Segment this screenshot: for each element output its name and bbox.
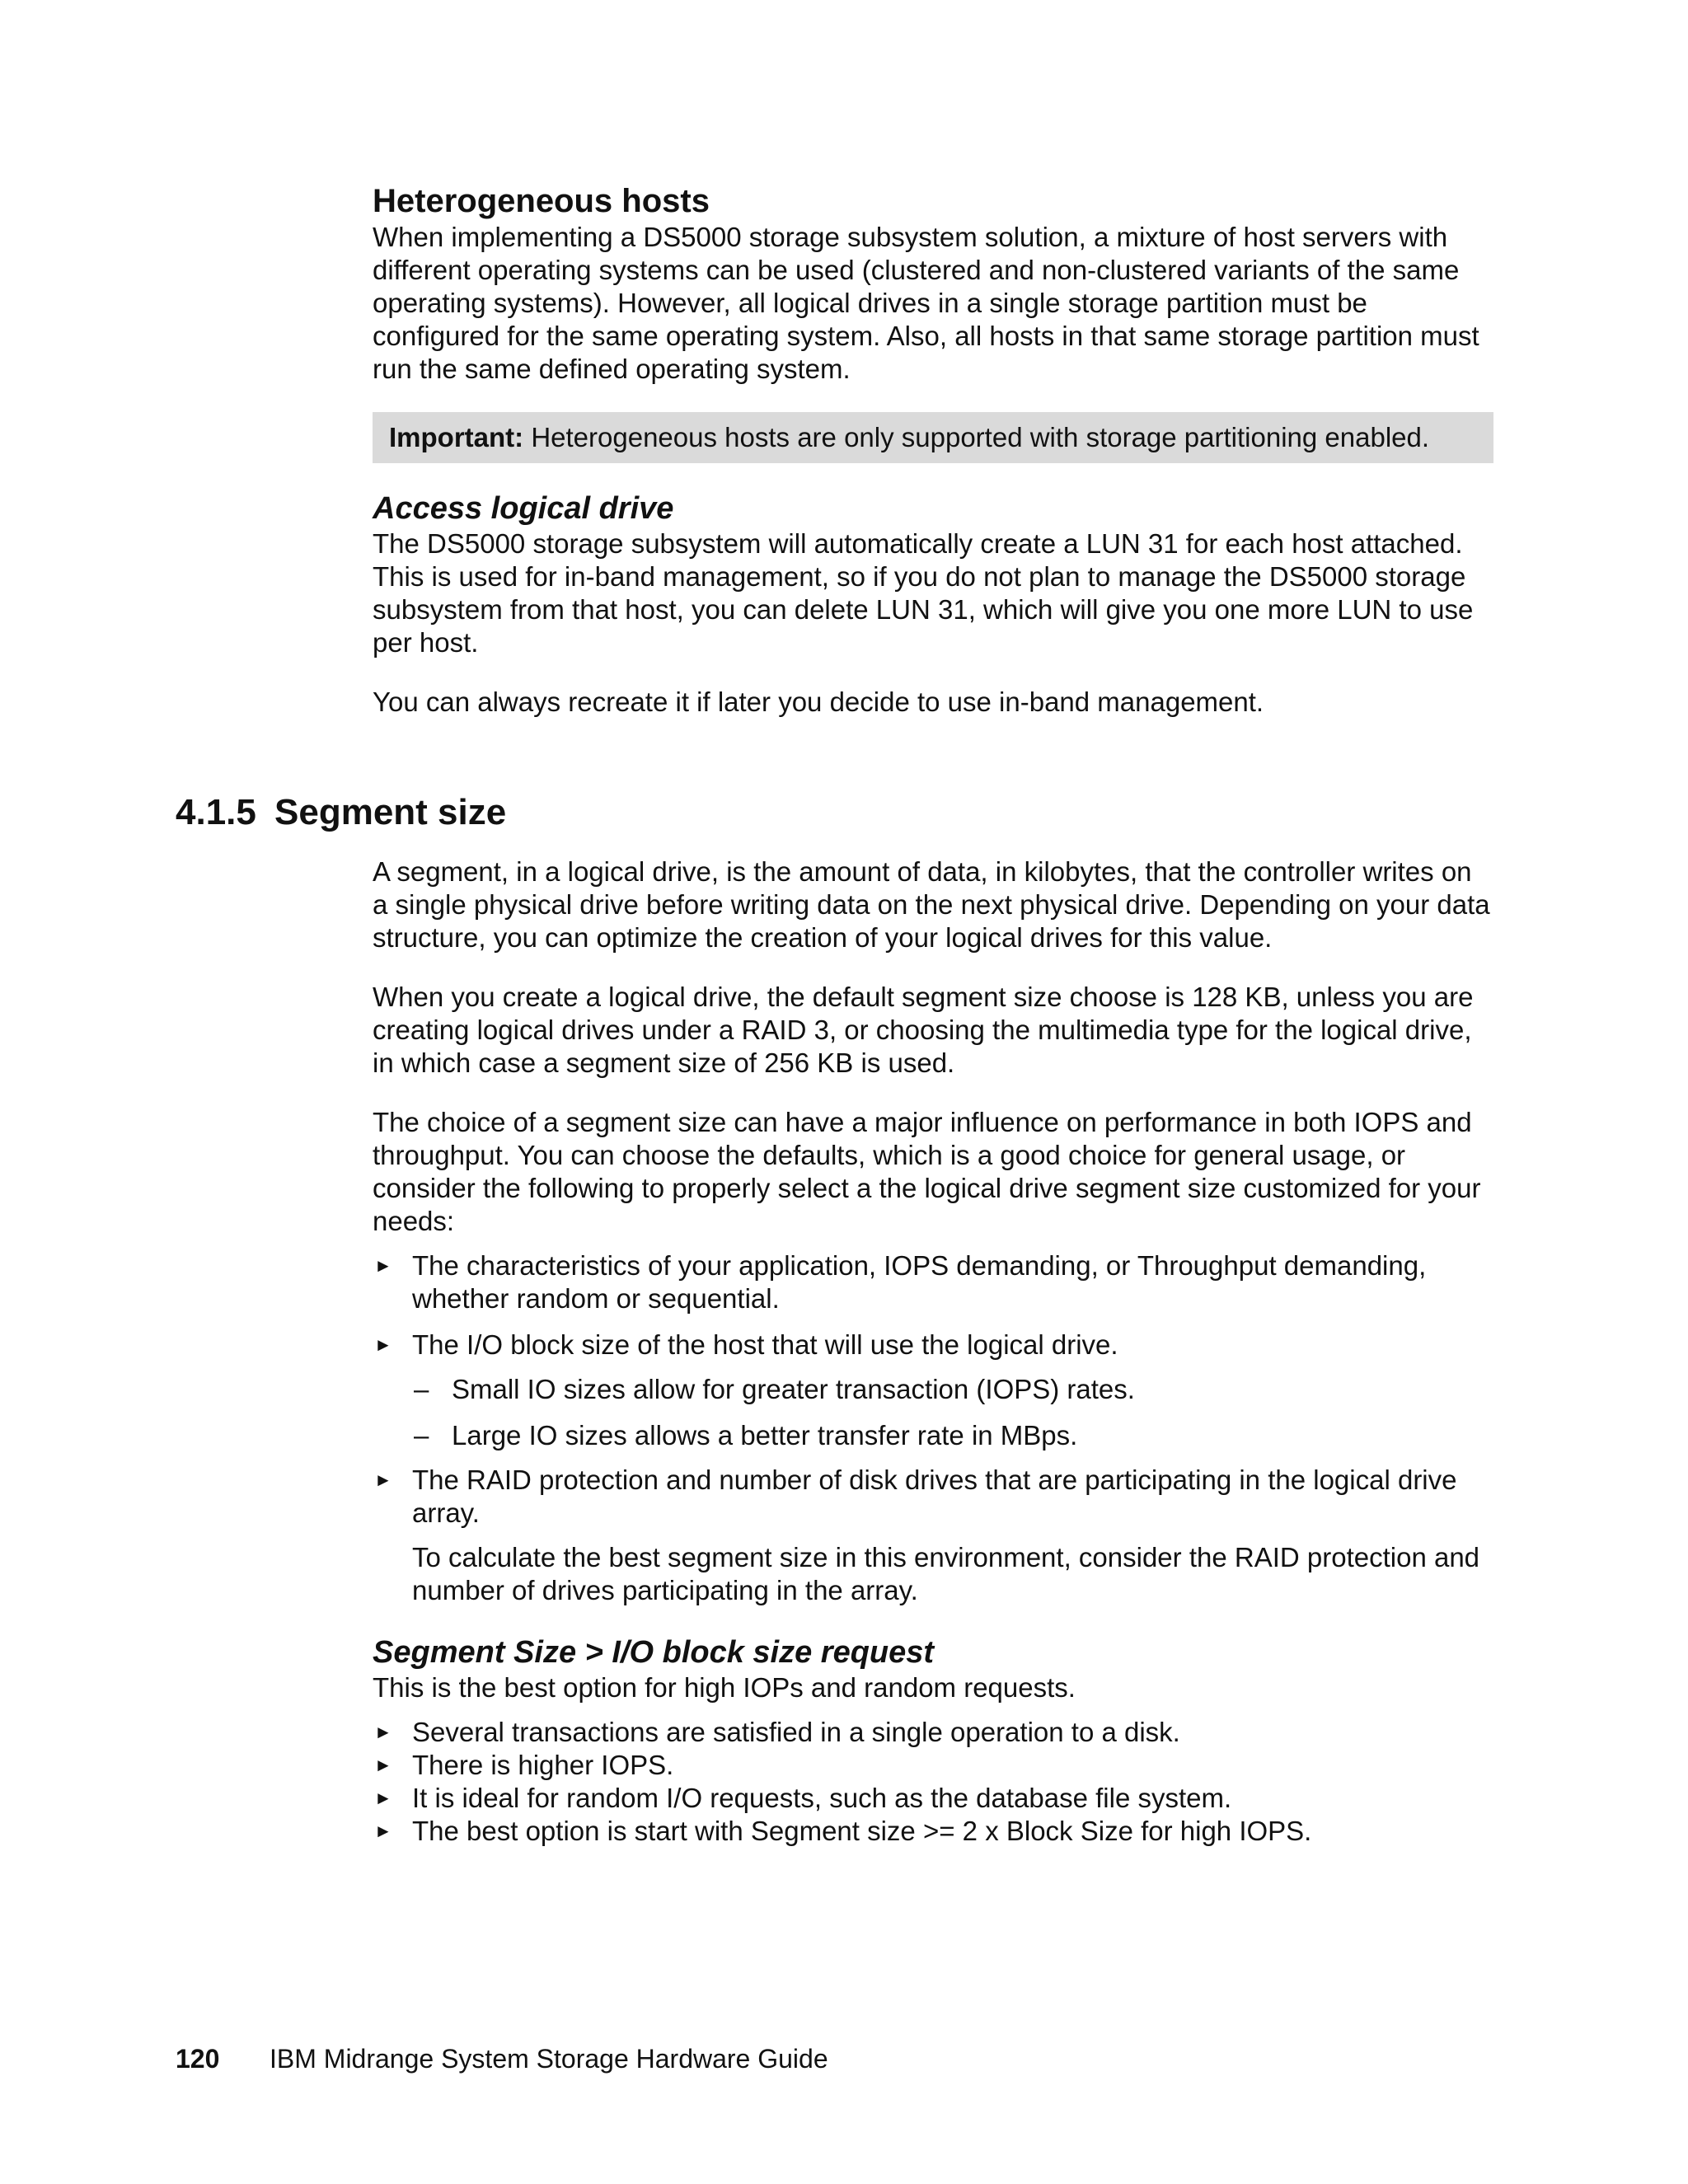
- heterogeneous-hosts-heading: Heterogeneous hosts: [373, 183, 710, 219]
- important-text: Heterogeneous hosts are only supported with storage partitioning enabled.: [523, 422, 1430, 452]
- book-title: IBM Midrange System Storage Hardware Guide: [270, 2044, 828, 2074]
- bullet-arrow-icon: ►: [374, 1334, 392, 1355]
- upper-content: [373, 181, 1493, 719]
- list-item: ► The characteristics of your application, IOPS demanding, or Throughput demanding, whether random or sequential.: [374, 1250, 1427, 1314]
- list-item: – Small IO sizes allow for greater transaction (IOPS) rates.: [414, 1374, 1135, 1404]
- io-size-sub-list: [373, 1373, 1493, 1452]
- dash-marker: –: [414, 1374, 429, 1404]
- section-number: 4.1.5: [176, 792, 256, 832]
- page-footer: [176, 2042, 828, 2075]
- list-item: ► The RAID protection and number of disk drives that are participating in the logical drive array.: [374, 1465, 1457, 1528]
- access-paragraph-2: You can always recreate it if later you decide to use in-band management.: [373, 687, 1264, 717]
- heterogeneous-hosts-body: When implementing a DS5000 storage subsystem solution, a mixture of host servers with different operating systems can be used (clustered and non-clustered variants of the same operating systems). However, all logical drives in a single storage partition must be configured for the same operating system. Also, all hosts in that same storage partition must run the same defined operating system.: [373, 222, 1479, 384]
- request-intro: This is the best option for high IOPs and random requests.: [373, 1672, 1076, 1703]
- list-item: ► The best option is start with Segment size >= 2 x Block Size for high IOPS.: [374, 1816, 1312, 1846]
- section-title-text: Segment size: [274, 792, 507, 832]
- raid-note-paragraph: To calculate the best segment size in this environment, consider the RAID protection and number of drives participating in the array.: [412, 1542, 1480, 1605]
- segment-bullet-list-2: [373, 1464, 1493, 1530]
- access-logical-drive-heading: Access logical drive: [373, 491, 674, 526]
- request-heading: Segment Size > I/O block size request: [373, 1635, 935, 1670]
- dash-marker: –: [414, 1420, 429, 1451]
- segment-paragraph-1: A segment, in a logical drive, is the amount of data, in kilobytes, that the controller writes on a single physical drive before writing data on the next physical drive. Depending on your data structure, you can optimize the creation of your logical drives for this value.: [373, 856, 1490, 953]
- segment-size-heading: [176, 791, 506, 834]
- list-item: ► The I/O block size of the host that will use the logical drive.: [374, 1329, 1118, 1360]
- bullet-arrow-icon: ►: [374, 1722, 392, 1742]
- list-item: ► It is ideal for random I/O requests, such as the database file system.: [374, 1783, 1232, 1813]
- segment-bullet-list: [373, 1249, 1493, 1361]
- bullet-arrow-icon: ►: [374, 1469, 392, 1490]
- request-bullet-list: [373, 1716, 1493, 1848]
- page-number: 120: [176, 2044, 220, 2074]
- list-item: – Large IO sizes allows a better transfer rate in MBps.: [414, 1420, 1078, 1451]
- important-label: Important:: [389, 422, 524, 452]
- bullet-arrow-icon: ►: [374, 1788, 392, 1808]
- bullet-arrow-icon: ►: [374, 1255, 392, 1276]
- segment-paragraph-2: When you create a logical drive, the default segment size choose is 128 KB, unless you are creating logical drives under a RAID 3, or choosing the multimedia type for the logical drive, in which case a segment size of 256 KB is used.: [373, 982, 1474, 1078]
- segment-paragraph-3: The choice of a segment size can have a major influence on performance in both IOPS and throughput. You can choose the defaults, which is a good choice for general usage, or consider the following to properly select a the logical drive segment size customized for your needs:: [373, 1107, 1481, 1236]
- important-note: [373, 412, 1493, 463]
- list-item: ► There is higher IOPS.: [374, 1750, 674, 1780]
- bullet-arrow-icon: ►: [374, 1755, 392, 1775]
- list-item: ► Several transactions are satisfied in a single operation to a disk.: [374, 1717, 1180, 1747]
- segment-content: [373, 855, 1493, 1848]
- access-paragraph-1: The DS5000 storage subsystem will automatically create a LUN 31 for each host attached. This is used for in-band management, so if you do not plan to manage the DS5000 storage subsystem from that host, you can delete LUN 31, which will give you one more LUN to use per host.: [373, 528, 1474, 658]
- bullet-arrow-icon: ►: [374, 1821, 392, 1841]
